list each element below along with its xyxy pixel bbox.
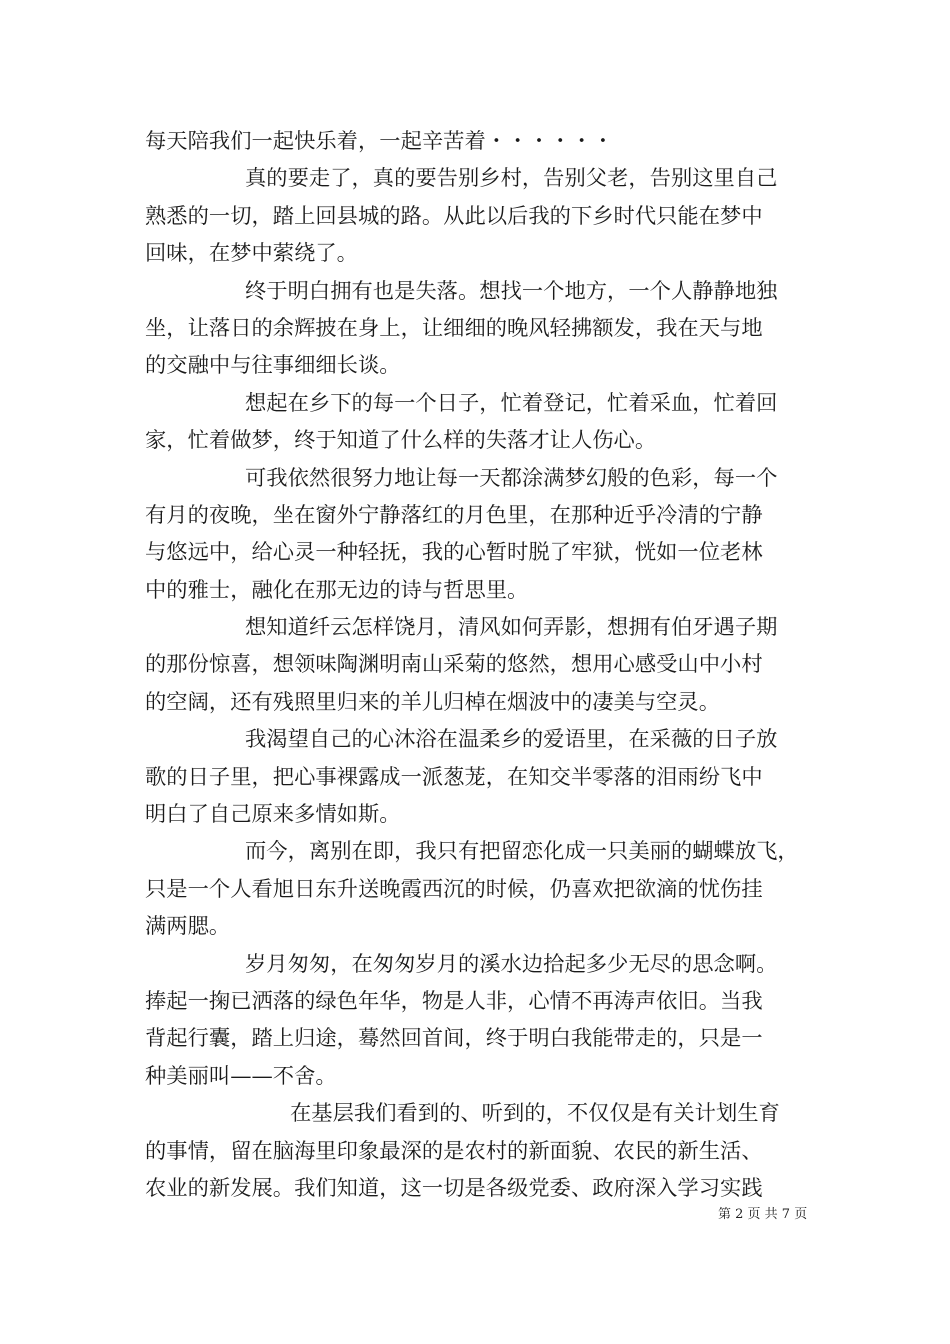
text-line: 背起行囊，踏上归途，蓦然回首间，终于明白我能带走的，只是一 [145,1026,763,1052]
text-line: 满两腮。 [145,914,231,940]
text-line: 捧起一掬已洒落的绿色年华，物是人非，心情不再涛声依旧。当我 [145,988,763,1014]
paragraph-first-line: 在基层我们看到的、听到的，不仅仅是有关计划生育 [290,1101,780,1127]
paragraph-first-line: 终于明白拥有也是失落。想找一个地方，一个人静静地独 [245,278,778,304]
paragraph-first-line: 我渴望自己的心沐浴在温柔乡的爱语里，在采薇的日子放 [245,727,778,753]
text-line: 与悠远中，给心灵一种轻抚，我的心暂时脱了牢狱，恍如一位老林 [145,540,763,566]
text-line: 回味，在梦中萦绕了。 [145,241,358,267]
paragraph-first-line: 想起在乡下的每一个日子，忙着登记，忙着采血，忙着回 [245,390,778,416]
text-line: 的空阔，还有残照里归来的羊儿归棹在烟波中的凄美与空灵。 [145,689,721,715]
text-line: 熟悉的一切，踏上回县城的路。从此以后我的下乡时代只能在梦中 [145,203,763,229]
text-line: 的事情，留在脑海里印象最深的是农村的新面貌、农民的新生活、 [145,1138,763,1164]
text-line: 明白了自己原来多情如斯。 [145,802,401,828]
text-line: 的那份惊喜，想领味陶渊明南山采菊的悠然，想用心感受山中小村 [145,652,763,678]
text-line: 每天陪我们一起快乐着，一起辛苦着・・・・・・ [145,129,614,154]
text-line: 中的雅士，融化在那无边的诗与哲思里。 [145,577,529,603]
paragraph-first-line: 岁月匆匆，在匆匆岁月的溪水边拾起多少无尽的思念啊。 [245,951,778,977]
body-text [145,123,810,1207]
text-line: 种美丽叫——不舍。 [145,1063,337,1089]
text-line: 家，忙着做梦，终于知道了什么样的失落才让人伤心。 [145,428,657,454]
text-line: 的交融中与往事细细长谈。 [145,353,401,379]
paragraph-first-line: 想知道纤云怎样饶月，清风如何弄影，想拥有伯牙遇子期 [245,615,778,641]
paragraph-first-line: 真的要走了，真的要告别乡村，告别父老，告别这里自己 [245,166,778,192]
text-line: 农业的新发展。我们知道，这一切是各级党委、政府深入学习实践 [145,1175,763,1201]
paragraph-first-line: 而今，离别在即，我只有把留恋化成一只美丽的蝴蝶放飞， [245,839,799,865]
text-line: 只是一个人看旭日东升送晚霞西沉的时候，仍喜欢把欲滴的忧伤挂 [145,876,763,902]
text-line: 歌的日子里，把心事裸露成一派葱茏，在知交半零落的泪雨纷飞中 [145,764,763,790]
text-line: 有月的夜晚，坐在窗外宁静落红的月色里，在那种近乎冷清的宁静 [145,502,763,528]
text-line: 坐，让落日的余辉披在身上，让细细的晚风轻拂额发，我在天与地 [145,315,763,341]
page-number-footer: 第 2 页 共 7 页 [718,1207,808,1222]
paragraph-first-line: 可我依然很努力地让每一天都涂满梦幻般的色彩，每一个 [245,465,778,491]
